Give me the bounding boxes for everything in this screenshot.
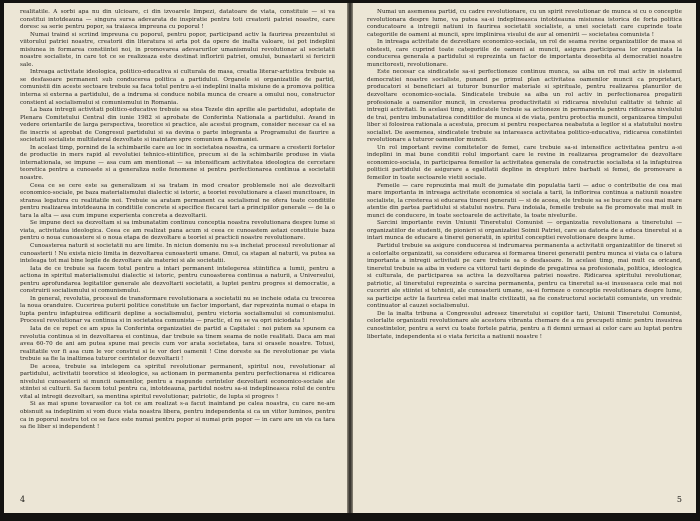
page-number: 4: [20, 495, 26, 504]
left-page: [4, 3, 347, 513]
paragraph: Ceea ce se cere este sa generalizam si sa tratam in mod creator problemele noi ale dezvoltarii economico-sociale, pe baza materialismului dialectic si istoric, a teoriei revolutionare a clasei muncitoare, in stransa legatura cu realitatile noi. Trebuie sa aratam permanent ca socialismul ne ofera toate conditiile pentru realizarea intotdeauna in conditiile concrete si specifice fiecarei tari a principiilor generale — de la o tara la alta — asa cum impune experienta concreta a dezvoltarii.: [20, 182, 335, 219]
right-page-body: [367, 9, 682, 341]
paragraph: Numai traind si scriind impreuna cu poporul, pentru popor, participand activ la faurirea prezentului si viitorului patriei noastre, creatorii din literatura si arta pot da opere de inalta valoare, isi pot indeplini misiunea in formarea constiintei noi, in promovarea adevarurilor umanismului revolutionar al societatii noastre socialiste, in care tot ce se realizeaza este destinat infloririi patriei, omului, bunastarii si fericirii sale.: [20, 31, 335, 68]
paragraph: In intreaga activitate de dezvoltare economico-sociala, un rol de seama revine organizatiilor de masa si obstesti, care cuprind toate categoriile de oameni ai muncii, asigura participarea lor organizata la conducerea generala a partidului si reprezinta un factor de importanta deosebita al democratiei noastre muncitoresti, revolutionare.: [367, 39, 682, 68]
paragraph: Cunoasterea naturii si societatii nu are limite. In niciun domeniu nu s-a incheiat procesul revolutionar al cunoasterii ! Nu exista nicio limita in dezvoltarea cunoasterii umane. Omul, ca stapan al naturii, va putea sa inteleaga tot mai bine legile de dezvoltare ale materiei si ale societatii.: [20, 242, 335, 265]
paragraph: Femeile — care reprezinta mai mult de jumatate din populatia tarii — aduc o contributie de cea mai mare importanta in intreaga activitate economica si sociala a tarii, la inflorirea continua a natiunii noastre socialiste, la cresterea si educarea tinerei generatii — si de aceea, ele trebuie sa se bucure de cea mai mare atentie din partea partidului si statului nostru. Fara indoiala, femeile trebuie sa fie promovate mai mult in munci de conducere, in toate sectoarele de activitate, la toate nivelurile.: [367, 182, 682, 219]
paragraph: Este necesar ca sindicatele sa-si perfectioneze continuu munca, sa aiba un rol mai activ in sistemul democratiei noastre socialiste, punand pe primul plan activitatea oamenilor muncii ca proprietari, producatori si beneficiari ai tuturor bunurilor materiale si spirituale, pentru realizarea planurilor de dezvoltare economico-sociala. Sindicatele trebuie sa aiba un rol activ in perfectionarea pregatirii profesionale a oamenilor muncii, in cresterea productivitatii si ridicarea nivelului calitativ si tehnic al intregii activitati. In acelasi timp, sindicatele trebuie sa actioneze in permanenta pentru ridicarea nivelului de trai, pentru imbunatatirea conditiilor de munca si de viata, pentru protectia muncii, organizarea timpului liber si folosirea rationala a acestuia, precum si pentru respectarea neabatuta a legilor si a statutului nostru socialist. De asemenea, sindicatele trebuie sa intareasca activitatea politico-educativa, ridicarea constiintei revolutionare a tuturor oamenilor muncii.: [367, 69, 682, 144]
paragraph: Intreaga activitate ideologica, politico-educativa si culturala de masa, creatia literar-artistica trebuie sa se desfasoare permanent sub conducerea politica a partidului. Organele si organizatiile de partid, comunistii din aceste sectoare trebuie sa faca totul pentru a-si indeplini inalta misiune de a promova politica interna si externa a partidului, de a indruma si conduce nobila munca de creare a omului nou, constructor constient al socialismului si comunismului in Romania.: [20, 69, 335, 106]
paragraph: La baza intregii activitati politico-educative trebuie sa stea Tezele din aprilie ale partidului, adoptate de Plenara Comitetului Central din iunie 1982 si aprobate de Conferinta Nationala a partidului. Avand in vedere orientarile de larga perspectiva, teoretice si practice, ale acestui program, consider necesar ca el sa fie inscris si aprobat de Congresul partidului si sa devina o parte integranta a Programului de faurire a societatii socialiste multilateral dezvoltate si inaintare spre comunism a Romaniei.: [20, 107, 335, 144]
paragraph: Partidul trebuie sa asigure conducerea si indrumarea permanenta a activitatii organizatiilor de tineret si a celorlalte organizatii, sa considere educarea si formarea tinerei generatii pentru munca si viata ca o latura importanta a intregii activitati pe care trebuie sa o desfasoare. In acelasi timp, mai mult ca oricand, tineretul trebuie sa aiba in vedere ca viitorul tarii depinde de pregatirea sa profesionala, politica, ideologica si culturala, de participarea sa activa la dezvoltarea patriei noastre. Ridicarea spiritului revolutionar, patriotic, al tineretului reprezinta o sarcina permanenta, pentru ca tineretul sa-si insuseasca cele mai noi cuceriri ale stiintei si tehnicii, ale cunoasterii umane, sa-si formeze o conceptie revolutionara despre lume, sa participe activ la faurirea celei mai inalte civilizatii, sa fie constructorul societatii comuniste, un vrednic continuator al cauzei socialismului.: [367, 242, 682, 310]
paragraph: Sarcini importante revin Uniunii Tineretului Comunist — organizatia revolutionara a tineretului — organizatiilor de studenti, de pionieri si organizatiei Soimii Patriei, care au datoria de a educa tineretul si a intari munca de educare a tinerei generatii, in spiritul conceptiei revolutionare despre lume.: [367, 220, 682, 242]
paragraph: Un rol important revine comitetelor de femei, care trebuie sa-si intensifice activitatea pentru a-si indeplini in mai bune conditii rolul important care le revine in realizarea programelor de dezvoltare economico-sociala, in participarea femeilor la activitatea generala de constructie socialista si la infaptuirea politicii partidului de asigurare a egalitatii depline in drepturi intre barbati si femei, de promovare a femeilor in toate sectoarele vietii sociale.: [367, 144, 682, 182]
paragraph: Iata de ce repet ce am spus la Conferinta organizatiei de partid a Capitalei : noi putem sa spunem ca revolutia continua si in dezvoltarea ei continua, dar trebuie sa tinem seama de noile realitati. Daca am mai avea 60-70 de ani am putea spune mai precis cum vor arata societatea, tara si orasele noastre. Totusi, realitatile vor fi asa cum le vor construi si le vor dori oamenii ! Cine doreste sa fie revolutionar pe viata trebuie sa fie la inaltimea tuturor cerintelor dezvoltarii !: [20, 325, 335, 363]
paragraph: In general, revolutia, procesul de transformare revolutionara a societatii nu se incheie odata cu trecerea la noua oranduire. Cucerirea puterii politice constituie un factor important, dar reprezinta numai o etapa in lupta pentru infaptuirea edificarii depline a socialismului, pentru victoria socialismului si comunismului. Procesul revolutionar va continua si in societatea comunista — practic, el nu se va opri niciodata !: [20, 295, 335, 325]
paragraph: Si as mai spune tovarasilor ca tot ce am realizat s-a facut inaintand pe calea noastra, cu care ne-am obisnuit sa indeplinim si vom duce viata noastra libera, pentru independenta si ca un viitor luminos, pentru ca in poporul nostru tot ce se face este numai pentru popor si numai prin popor — in care are un vis ca tara sa fie liber si independent !: [20, 401, 335, 431]
paragraph: De la inalta tribuna a Congresului adresez tineretului si copiilor tarii, Uniunii Tineretului Comunist, celorlalte organizatii revolutionare ale acestora vibranta chemare de a nu precupeti nimic pentru insusirea cunostintelor, pentru a servi cu toate fortele patria, pentru a fi demni urmasi ai celor care au luptat pentru libertate, independenta si o viata fericita a natiunii noastre !: [367, 310, 682, 340]
page-number: 5: [676, 495, 682, 504]
paragraph: Iata de ce trebuie sa facem totul pentru a intari permanent intelegerea stiintifica a lumii, pentru a actiona in spiritul materialismului dialectic si istoric, pentru cunoasterea continua a naturii, a Universului, pentru aprofundarea legitatilor generale ale dezvoltarii societatii, a luptei pentru progres si democratie, a construirii socialismului si comunismului.: [20, 265, 335, 295]
right-page: [353, 3, 696, 513]
paragraph: realitatile. A sorbi apa nu din ulcioare, ci din izvoarele limpezi, datatoare de viata, constituie — si va constitui intotdeauna — singura sursa adevarata de inspiratie pentru toti creatorii patriei noastre, care doresc sa serie pentru popor, sa traiasca impreuna cu poporul !: [20, 9, 335, 31]
paragraph: Numai un asemenea partid, cu cadre revolutionare, cu un spirit revolutionar de munca si cu o conceptie revolutionara despre lume, va putea sa-si indeplineasca intotdeauna misiunea istorica de forta politica conducatoare a intregii natiuni in faurirea societatii socialiste, a unei societati care cuprinde toate categoriile de oameni ai muncii, spre implinirea visului de aur al omenirii — societatea comunista !: [367, 9, 682, 38]
paragraph: De aceea, trebuie sa intelegem ca spiritul revolutionar permanent, spiritul nou, revolutionar al partidului, activitatii teoretice si ideologice, sa actionam in permanenta pentru perfectionarea si ridicarea nivelului cunoasterii si muncii oamenilor, pentru a raspunde cerintelor dezvoltarii economico-sociale ale stiintei si culturii. Sa facem totul pentru ca, intotdeauna, partidul nostru sa-si indeplineasca rolul de centru vital al intregii dezvoltari, sa mentina spiritul revolutionar, patriotic, de lupta si progres !: [20, 363, 335, 400]
paragraph: In acelasi timp, pornind de la schimbarile care au loc in societatea noastra, ca urmare a cresterii fortelor de productie in mers rapid al revolutiei tehnico-stiintifice, precum si de la schimbarile produse in viata internationala, se impune — asa cum am mentionat — sa intensificam activitatea ideologica de cercetare teoretica pentru a cunoaste si a generaliza noile fenomene si pentru perfectionarea continua a societatii noastre.: [20, 144, 335, 182]
paragraph: Se impune deci sa dezvoltam si sa imbunatatim continuu conceptia noastra revolutionara despre lume si viata, activitatea ideologica. Ceea ce am realizat pana acum si ceea ce cunoastem astazi constituie baza pentru o noua cunoastere si o noua etapa de dezvoltare a teoriei si practicii noastre revolutionare.: [20, 220, 335, 242]
left-page-body: [20, 9, 335, 432]
